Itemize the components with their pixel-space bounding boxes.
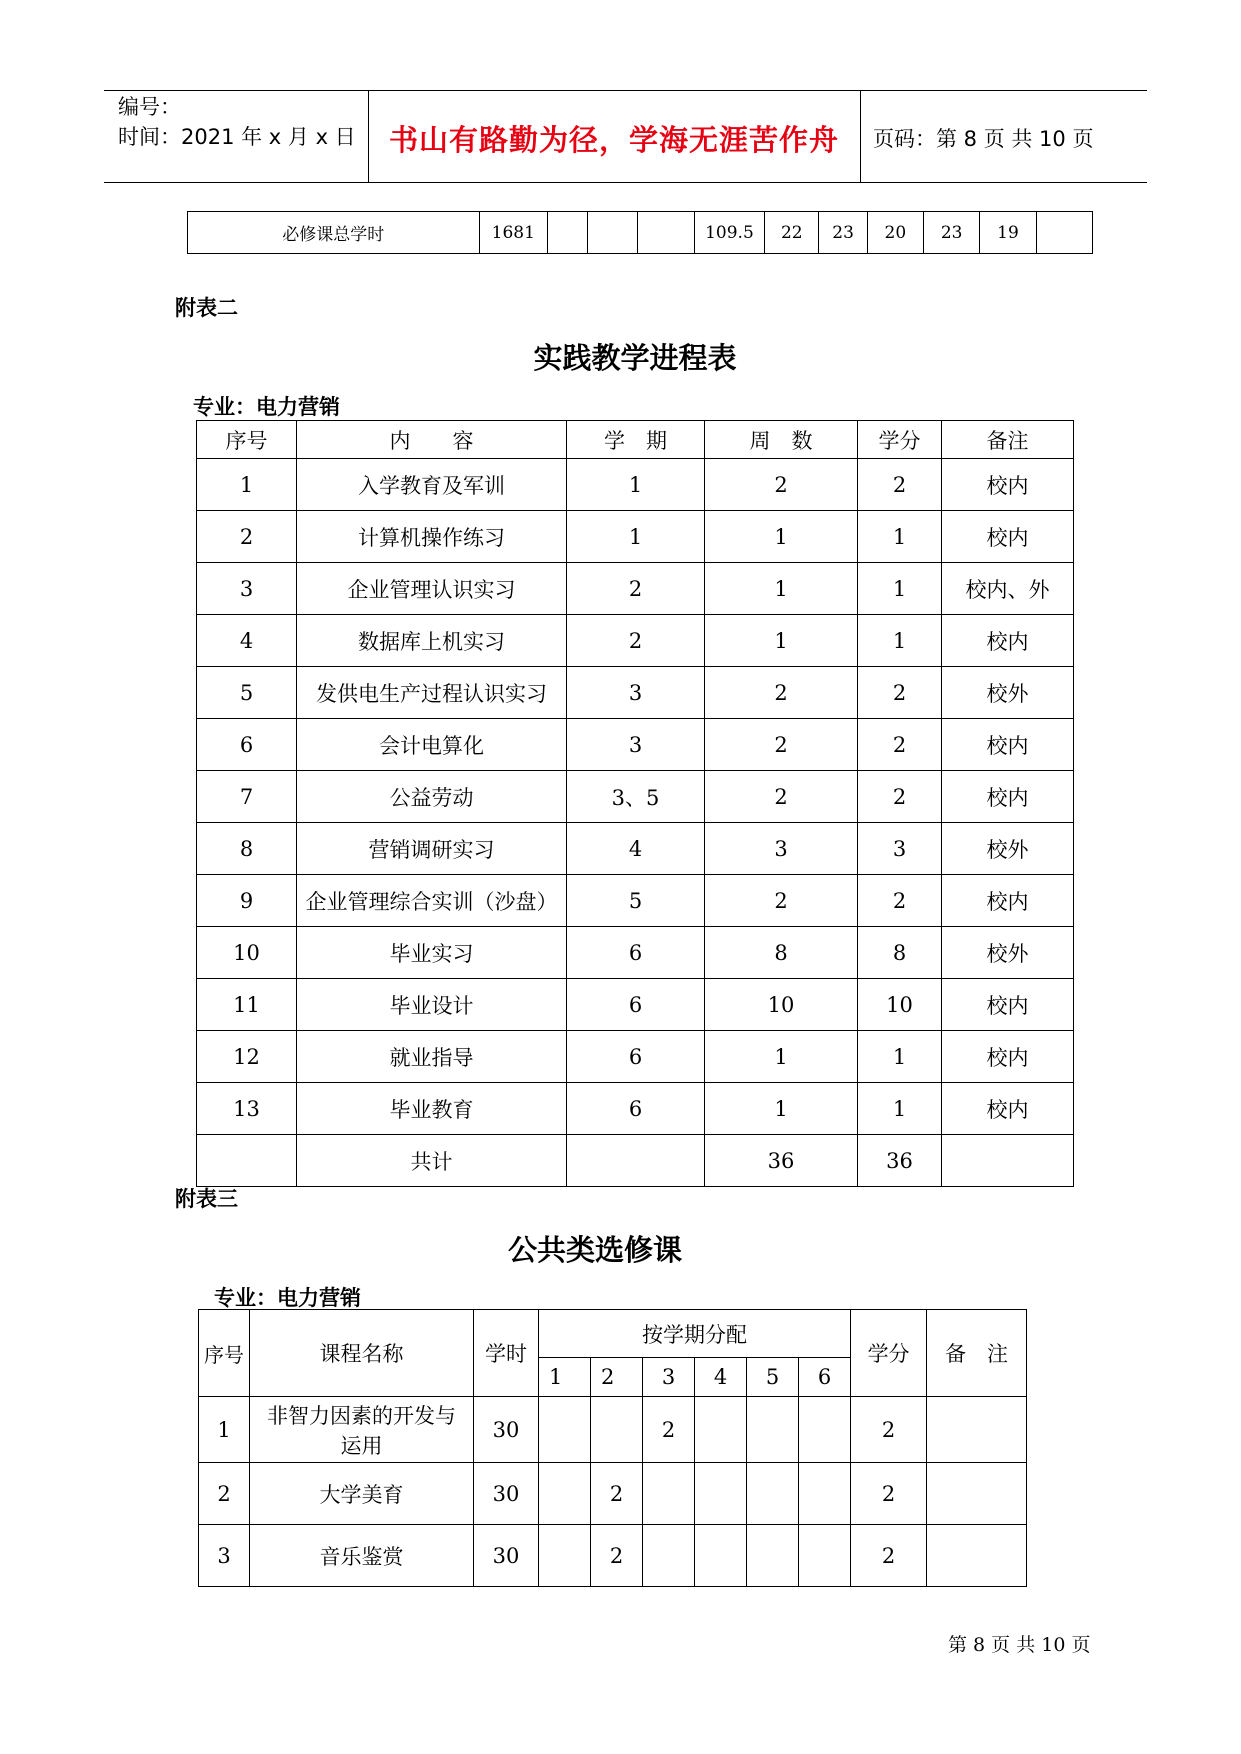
table-cell: 计算机操作练习 bbox=[297, 511, 567, 563]
table-cell: 12 bbox=[197, 1031, 297, 1083]
column-header: 学时 bbox=[474, 1310, 539, 1397]
appendix2-title: 实践教学进程表 bbox=[533, 341, 737, 375]
appendix3-major: 专业：电力营销 bbox=[214, 1286, 361, 1310]
table-cell: 大学美育 bbox=[250, 1463, 474, 1525]
table-cell: 2 bbox=[851, 1397, 927, 1463]
table-cell: 2 bbox=[858, 771, 942, 823]
table-cell bbox=[799, 1397, 851, 1463]
table-cell: 11 bbox=[197, 979, 297, 1031]
table-cell: 10 bbox=[858, 979, 942, 1031]
table-cell: 30 bbox=[474, 1525, 539, 1587]
table-cell: 6 bbox=[567, 1083, 705, 1135]
table-cell: 公益劳动 bbox=[297, 771, 567, 823]
table-cell: 8 bbox=[197, 823, 297, 875]
table-cell: 2 bbox=[705, 771, 858, 823]
table-cell: 6 bbox=[567, 1031, 705, 1083]
table-cell: 2 bbox=[851, 1525, 927, 1587]
table-cell bbox=[547, 212, 587, 254]
table-cell bbox=[197, 1135, 297, 1187]
table-cell bbox=[747, 1525, 799, 1587]
column-header: 按学期分配 bbox=[539, 1310, 851, 1358]
table-cell: 1 bbox=[858, 511, 942, 563]
table-cell: 校内、外 bbox=[942, 563, 1074, 615]
table-cell: 8 bbox=[858, 927, 942, 979]
table-cell: 1 bbox=[567, 459, 705, 511]
table-cell: 校内 bbox=[942, 875, 1074, 927]
table-cell: 就业指导 bbox=[297, 1031, 567, 1083]
table-cell bbox=[695, 1463, 747, 1525]
table-cell: 校内 bbox=[942, 1031, 1074, 1083]
table-cell: 非智力因素的开发与运用 bbox=[250, 1397, 474, 1463]
table-cell: 2 bbox=[705, 667, 858, 719]
table-cell: 13 bbox=[197, 1083, 297, 1135]
term-header: 3 bbox=[643, 1358, 695, 1397]
term-header: 2 bbox=[591, 1358, 643, 1397]
table-cell: 6 bbox=[197, 719, 297, 771]
appendix3-label: 附表三 bbox=[175, 1187, 238, 1211]
table-row bbox=[197, 927, 1074, 979]
table-row bbox=[197, 979, 1074, 1031]
table-cell: 营销调研实习 bbox=[297, 823, 567, 875]
table-cell: 数据库上机实习 bbox=[297, 615, 567, 667]
table-cell: 10 bbox=[705, 979, 858, 1031]
document-number-label: 编号： bbox=[118, 95, 181, 119]
appendix3-title: 公共类选修课 bbox=[507, 1233, 682, 1267]
table-cell: 19 bbox=[980, 212, 1036, 254]
header-bottom-rule bbox=[104, 182, 1147, 183]
table-cell: 校内 bbox=[942, 511, 1074, 563]
table-cell: 2 bbox=[851, 1463, 927, 1525]
table-cell bbox=[747, 1397, 799, 1463]
table-cell: 1 bbox=[567, 511, 705, 563]
table-cell: 3、5 bbox=[567, 771, 705, 823]
table-cell: 2 bbox=[858, 667, 942, 719]
table-cell: 1681 bbox=[479, 212, 547, 254]
table-cell: 会计电算化 bbox=[297, 719, 567, 771]
table-cell: 共计 bbox=[297, 1135, 567, 1187]
table-cell: 校外 bbox=[942, 823, 1074, 875]
table-row bbox=[199, 1525, 1027, 1587]
column-header: 备注 bbox=[942, 421, 1074, 459]
column-header: 序号 bbox=[197, 421, 297, 459]
table-cell: 2 bbox=[705, 875, 858, 927]
table-cell: 毕业教育 bbox=[297, 1083, 567, 1135]
table-cell: 1 bbox=[197, 459, 297, 511]
table-cell: 3 bbox=[197, 563, 297, 615]
table-cell: 企业管理认识实习 bbox=[297, 563, 567, 615]
table-cell bbox=[927, 1525, 1027, 1587]
table-cell: 2 bbox=[643, 1397, 695, 1463]
column-header: 学分 bbox=[851, 1310, 927, 1397]
table-cell: 10 bbox=[197, 927, 297, 979]
table-cell: 30 bbox=[474, 1463, 539, 1525]
column-header: 备 注 bbox=[927, 1310, 1027, 1397]
table-cell: 6 bbox=[567, 927, 705, 979]
table-cell: 30 bbox=[474, 1397, 539, 1463]
table-row bbox=[197, 771, 1074, 823]
header-info bbox=[118, 92, 356, 152]
table-cell: 1 bbox=[858, 1031, 942, 1083]
table-cell: 4 bbox=[197, 615, 297, 667]
column-header: 周 数 bbox=[705, 421, 858, 459]
header-page-label: 页码：第 8 页 共 10 页 bbox=[873, 127, 1094, 151]
table-header-row bbox=[199, 1310, 1027, 1358]
table-cell: 2 bbox=[197, 511, 297, 563]
column-header: 学分 bbox=[858, 421, 942, 459]
table-cell: 6 bbox=[567, 979, 705, 1031]
table-cell bbox=[747, 1463, 799, 1525]
table-row bbox=[197, 563, 1074, 615]
document-time-label: 时间：2021 年 x 月 x 日 bbox=[118, 125, 356, 149]
table-row bbox=[197, 875, 1074, 927]
column-header: 学 期 bbox=[567, 421, 705, 459]
table-cell: 23 bbox=[819, 212, 867, 254]
table-cell: 1 bbox=[858, 615, 942, 667]
table-cell: 2 bbox=[567, 615, 705, 667]
term-header: 5 bbox=[747, 1358, 799, 1397]
table-cell bbox=[643, 1463, 695, 1525]
table-cell: 2 bbox=[705, 459, 858, 511]
table-cell: 发供电生产过程认识实习 bbox=[297, 667, 567, 719]
table-cell: 3 bbox=[858, 823, 942, 875]
table-row bbox=[197, 1083, 1074, 1135]
table-cell: 2 bbox=[199, 1463, 250, 1525]
table-cell: 3 bbox=[567, 667, 705, 719]
table-cell: 1 bbox=[858, 1083, 942, 1135]
table-row bbox=[197, 459, 1074, 511]
table-row bbox=[197, 511, 1074, 563]
header-motto: 书山有路勤为径，学海无涯苦作舟 bbox=[388, 123, 839, 157]
table-row bbox=[197, 823, 1074, 875]
table-cell bbox=[695, 1525, 747, 1587]
column-header: 内 容 bbox=[297, 421, 567, 459]
table-cell: 校内 bbox=[942, 719, 1074, 771]
table-cell: 2 bbox=[858, 719, 942, 771]
table-cell: 2 bbox=[858, 875, 942, 927]
table-cell: 2 bbox=[591, 1525, 643, 1587]
header-top-rule bbox=[104, 90, 1147, 91]
table-header-row bbox=[197, 421, 1074, 459]
table-cell: 5 bbox=[567, 875, 705, 927]
table-cell bbox=[799, 1463, 851, 1525]
total-hours-label: 必修课总学时 bbox=[188, 212, 480, 254]
table-row bbox=[199, 1397, 1027, 1463]
table-cell: 20 bbox=[867, 212, 923, 254]
table-cell: 1 bbox=[858, 563, 942, 615]
required-hours-table bbox=[187, 211, 1093, 254]
table-cell: 1 bbox=[199, 1397, 250, 1463]
table-cell: 音乐鉴赏 bbox=[250, 1525, 474, 1587]
table-cell: 企业管理综合实训（沙盘） bbox=[297, 875, 567, 927]
table-cell bbox=[567, 1135, 705, 1187]
column-header: 课程名称 bbox=[250, 1310, 474, 1397]
term-header: 1 bbox=[539, 1358, 591, 1397]
practice-schedule-table bbox=[196, 420, 1074, 1187]
table-cell bbox=[539, 1463, 591, 1525]
table-cell: 3 bbox=[567, 719, 705, 771]
table-cell: 2 bbox=[567, 563, 705, 615]
table-cell: 校内 bbox=[942, 771, 1074, 823]
table-cell: 1 bbox=[705, 615, 858, 667]
table-cell bbox=[591, 1397, 643, 1463]
table-cell bbox=[695, 1397, 747, 1463]
table-cell bbox=[588, 212, 638, 254]
table-row bbox=[197, 719, 1074, 771]
table-cell bbox=[942, 1135, 1074, 1187]
table-cell: 1 bbox=[705, 563, 858, 615]
table-cell: 5 bbox=[197, 667, 297, 719]
table-cell: 23 bbox=[924, 212, 980, 254]
table-total-row bbox=[197, 1135, 1074, 1187]
table-cell: 毕业设计 bbox=[297, 979, 567, 1031]
table-cell: 22 bbox=[765, 212, 819, 254]
table-row bbox=[199, 1463, 1027, 1525]
table-cell bbox=[539, 1397, 591, 1463]
table-cell: 2 bbox=[858, 459, 942, 511]
table-cell: 校内 bbox=[942, 459, 1074, 511]
table-row bbox=[188, 212, 1093, 254]
table-cell: 109.5 bbox=[694, 212, 764, 254]
table-cell bbox=[927, 1463, 1027, 1525]
term-header: 4 bbox=[695, 1358, 747, 1397]
table-cell: 校内 bbox=[942, 615, 1074, 667]
table-cell: 3 bbox=[705, 823, 858, 875]
table-cell: 1 bbox=[705, 511, 858, 563]
table-cell: 校外 bbox=[942, 667, 1074, 719]
table-cell: 校内 bbox=[942, 979, 1074, 1031]
table-cell: 入学教育及军训 bbox=[297, 459, 567, 511]
table-cell: 36 bbox=[705, 1135, 858, 1187]
header-divider-left bbox=[368, 90, 369, 183]
table-cell: 2 bbox=[705, 719, 858, 771]
elective-courses-table bbox=[198, 1309, 1027, 1587]
table-row bbox=[197, 667, 1074, 719]
table-cell: 校外 bbox=[942, 927, 1074, 979]
table-cell: 7 bbox=[197, 771, 297, 823]
table-cell: 3 bbox=[199, 1525, 250, 1587]
table-cell: 36 bbox=[858, 1135, 942, 1187]
table-cell: 2 bbox=[591, 1463, 643, 1525]
term-header: 6 bbox=[799, 1358, 851, 1397]
table-cell: 1 bbox=[705, 1083, 858, 1135]
table-row bbox=[197, 615, 1074, 667]
table-cell bbox=[799, 1525, 851, 1587]
column-header: 序号 bbox=[199, 1310, 250, 1397]
appendix2-label: 附表二 bbox=[175, 296, 238, 320]
header-divider-right bbox=[860, 90, 861, 183]
table-cell: 1 bbox=[705, 1031, 858, 1083]
appendix2-major: 专业：电力营销 bbox=[193, 395, 340, 419]
table-cell: 8 bbox=[705, 927, 858, 979]
table-row bbox=[197, 1031, 1074, 1083]
table-cell: 校内 bbox=[942, 1083, 1074, 1135]
page-footer: 第 8 页 共 10 页 bbox=[948, 1634, 1091, 1656]
table-cell bbox=[1036, 212, 1092, 254]
table-cell: 毕业实习 bbox=[297, 927, 567, 979]
table-cell: 9 bbox=[197, 875, 297, 927]
table-cell bbox=[927, 1397, 1027, 1463]
table-cell bbox=[638, 212, 694, 254]
table-cell bbox=[643, 1525, 695, 1587]
table-cell: 4 bbox=[567, 823, 705, 875]
table-cell bbox=[539, 1525, 591, 1587]
